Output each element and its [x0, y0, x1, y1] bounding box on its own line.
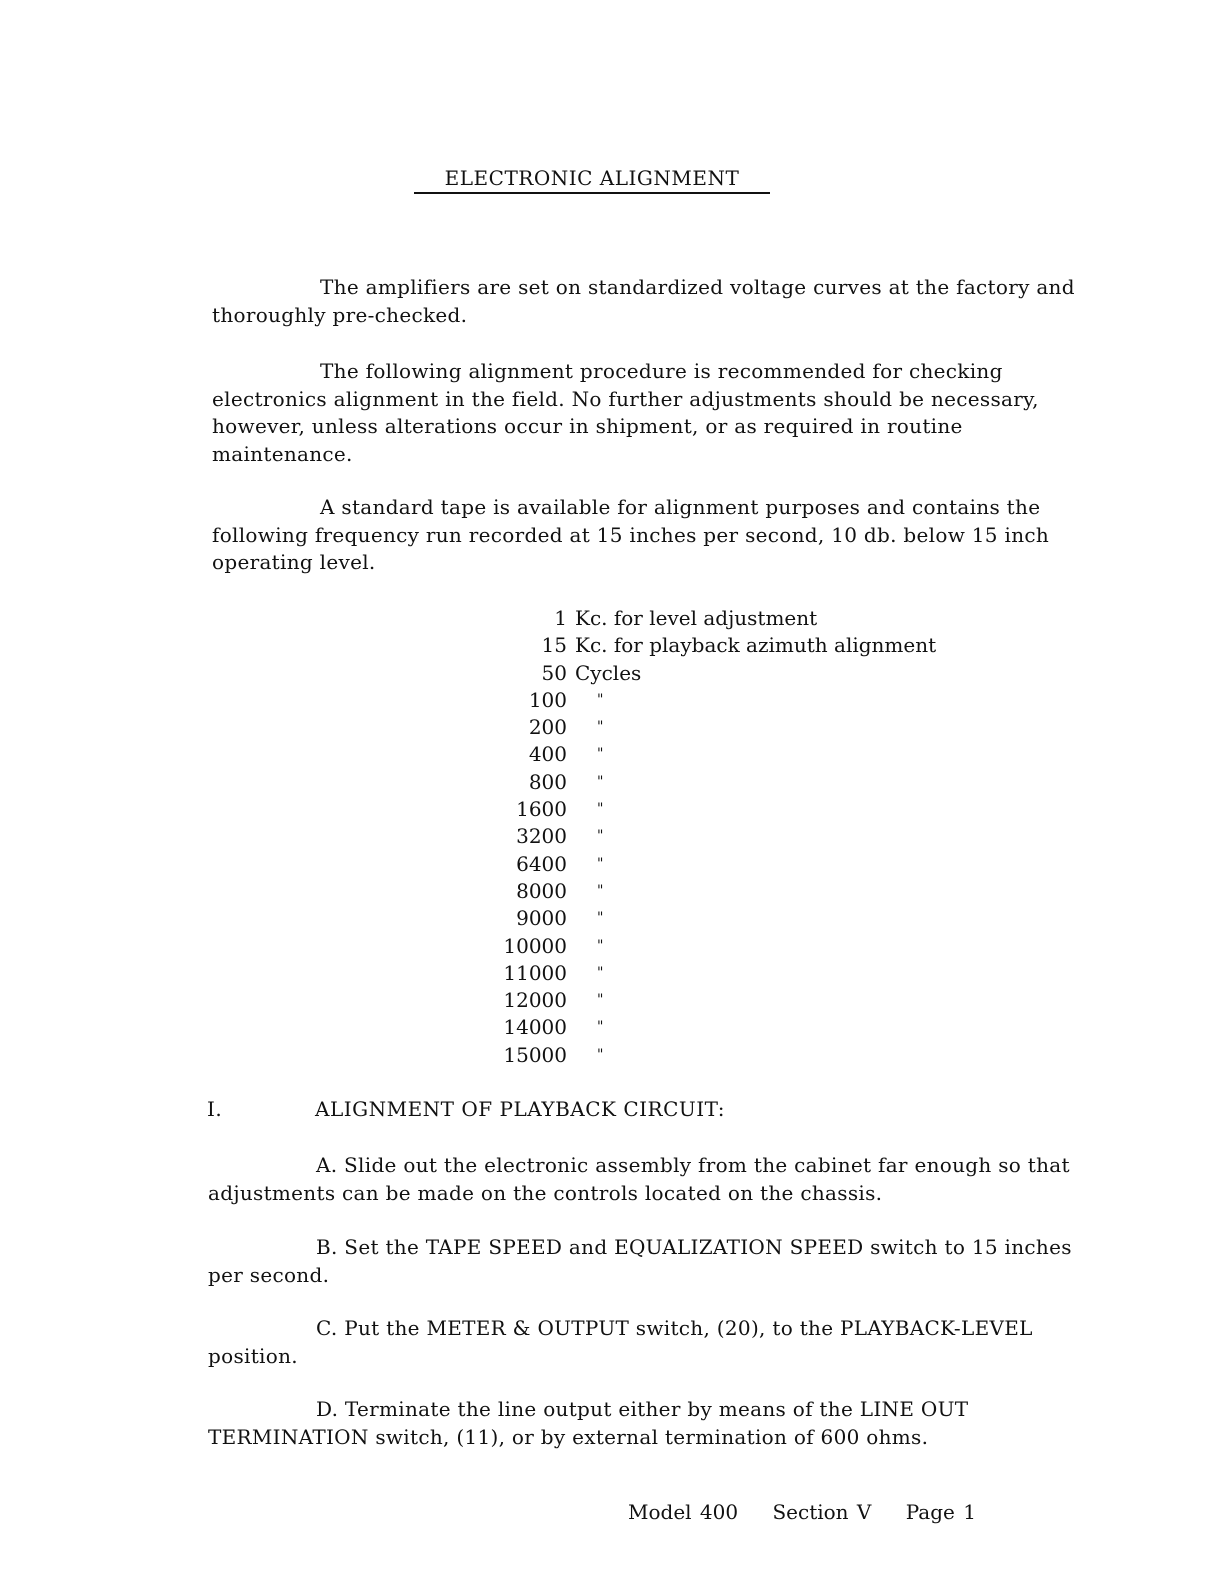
frequency-description: Kc. for playback azimuth alignment: [575, 633, 937, 658]
frequency-value: 15: [541, 633, 567, 658]
frequency-value: 6400: [516, 851, 567, 876]
ditto-mark: ": [597, 992, 604, 1009]
frequency-row: [495, 987, 936, 1014]
frequency-row: [495, 851, 936, 878]
frequency-value: 800: [528, 769, 567, 794]
frequency-value: 14000: [503, 1015, 567, 1040]
ditto-mark: ": [597, 801, 604, 818]
frequency-value: 50: [541, 660, 567, 685]
frequency-value: 3200: [516, 824, 567, 849]
frequency-row: [495, 769, 936, 796]
ditto-mark: ": [597, 828, 604, 845]
frequency-row: [495, 1042, 936, 1069]
frequency-row: [495, 714, 936, 741]
ditto-mark: ": [597, 910, 604, 927]
ditto-mark: ": [597, 746, 604, 763]
footer-model: Model 400: [628, 1500, 739, 1524]
step-b: B. Set the TAPE SPEED and EQUALIZATION SPEED switch to 15 inches per second.: [208, 1235, 1072, 1287]
frequency-row: [495, 905, 936, 932]
section-title: ALIGNMENT OF PLAYBACK CIRCUIT:: [315, 1097, 726, 1121]
frequency-row: [495, 687, 936, 714]
frequency-row: [495, 960, 936, 987]
frequency-value: 1600: [516, 797, 567, 822]
frequency-row: [495, 933, 936, 960]
step-d: D. Terminate the line output either by means of the LINE OUT TERMINATION switch, (11), or by external termination of 600 ohms.: [208, 1397, 969, 1449]
frequency-value: 8000: [516, 878, 567, 903]
frequency-value: 400: [528, 742, 567, 767]
frequency-row: [495, 605, 936, 632]
frequency-row: [495, 741, 936, 768]
ditto-mark: ": [597, 964, 604, 981]
ditto-mark: ": [597, 719, 604, 736]
ditto-mark: ": [597, 882, 604, 899]
ditto-mark: ": [597, 1019, 604, 1036]
procedure-paragraph: The following alignment procedure is recommended for checking electronics alignment in the field. No further adjustments should be necessary, however, unless alterations occur in shipment, or as required in routine maintenance.: [212, 359, 1039, 466]
frequency-value: 1: [554, 606, 567, 630]
footer-page: Page 1: [905, 1500, 976, 1524]
page-title: ELECTRONIC ALIGNMENT: [414, 166, 770, 194]
frequency-value: 200: [528, 715, 567, 740]
frequency-value: 12000: [503, 988, 567, 1013]
ditto-mark: ": [597, 691, 604, 708]
frequency-value: 9000: [516, 906, 567, 931]
frequency-value: 11000: [503, 960, 567, 985]
frequency-row: [495, 823, 936, 850]
ditto-mark: ": [597, 1046, 604, 1063]
frequency-description: Cycles: [575, 660, 642, 685]
frequency-row: [495, 1014, 936, 1041]
intro-paragraph: The amplifiers are set on standardized voltage curves at the factory and thoroughly pre-checked.: [212, 275, 1075, 327]
ditto-mark: ": [597, 855, 604, 872]
section-numeral: I.: [207, 1097, 223, 1121]
standard-tape-paragraph: A standard tape is available for alignment purposes and contains the following frequency run recorded at 15 inches per second, 10 db. below 15 inch operating level.: [212, 495, 1050, 574]
page-footer: [628, 1500, 976, 1524]
ditto-mark: ": [597, 773, 604, 790]
step-c: C. Put the METER & OUTPUT switch, (20), to the PLAYBACK-LEVEL position.: [208, 1316, 1033, 1368]
frequency-value: 15000: [503, 1042, 567, 1067]
frequency-description: Kc. for level adjustment: [575, 606, 818, 630]
frequency-row: [495, 660, 936, 687]
step-a: A. Slide out the electronic assembly from the cabinet far enough so that adjustments can be made on the controls located on the chassis.: [208, 1153, 1070, 1205]
ditto-mark: ": [597, 937, 604, 954]
frequency-row: [495, 796, 936, 823]
frequency-row: [495, 632, 936, 659]
frequency-value: 10000: [503, 933, 567, 958]
frequency-value: 100: [528, 687, 567, 712]
section-heading: [207, 1097, 725, 1121]
frequency-run-list: [495, 605, 936, 1069]
footer-section: Section V: [772, 1500, 872, 1524]
frequency-row: [495, 878, 936, 905]
